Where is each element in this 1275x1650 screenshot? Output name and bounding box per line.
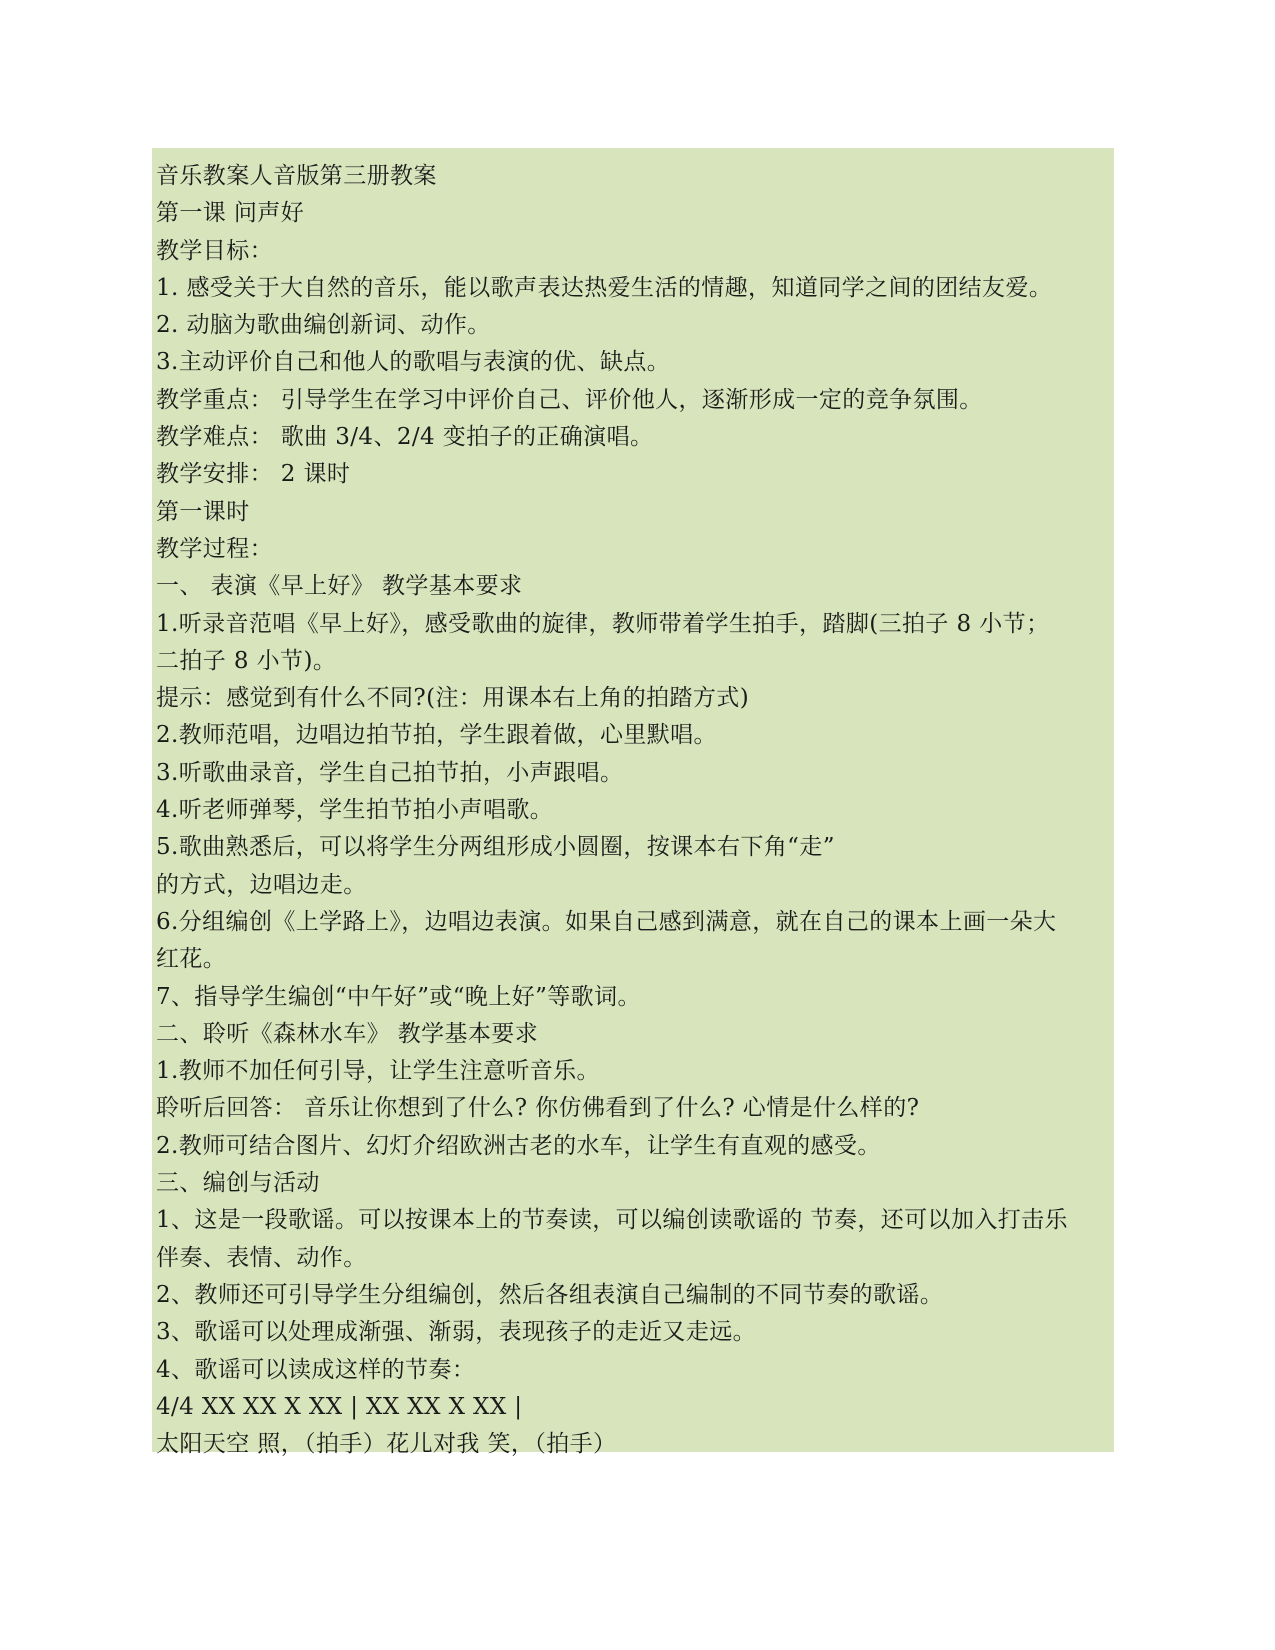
text-line: 1.听录音范唱《早上好》，感受歌曲的旋律，教师带着学生拍手，踏脚(三拍子 8 小节； (156, 610, 1050, 637)
section-heading: 第一课时 (156, 498, 250, 525)
text-line: 提示：感觉到有什么不同?(注：用课本右上角的拍踏方式) (156, 685, 750, 712)
text-line: 3.主动评价自己和他人的歌唱与表演的优、缺点。 (156, 349, 671, 376)
section-heading: 二、聆听《森林水车》 教学基本要求 (156, 1020, 539, 1047)
text-line: 2.教师可结合图片、幻灯介绍欧洲古老的水车，让学生有直观的感受。 (156, 1132, 881, 1159)
text-line: 2.教师范唱，边唱边拍节拍，学生跟着做，心里默唱。 (156, 722, 717, 749)
document-body (156, 158, 1116, 1463)
text-line: 2、教师还可引导学生分组编创，然后各组表演自己编制的不同节奏的歌谣。 (156, 1281, 944, 1308)
text-line: 教学重点： 引导学生在学习中评价自己、评价他人，逐渐形成一定的竞争氛围。 (156, 386, 983, 413)
section-heading: 三、编创与活动 (156, 1170, 320, 1197)
text-line: 3.听歌曲录音，学生自己拍节拍，小声跟唱。 (156, 759, 624, 786)
lesson-title: 第一课 问声好 (156, 200, 305, 227)
text-line: 3、歌谣可以处理成渐强、渐弱，表现孩子的走近又走远。 (156, 1319, 757, 1346)
text-line: 1、这是一段歌谣。可以按课本上的节奏读，可以编创读歌谣的 节奏，还可以加入打击乐 (156, 1207, 1068, 1234)
text-line: 4.听老师弹琴，学生拍节拍小声唱歌。 (156, 797, 554, 824)
rhythm-notation: 4/4 XX XX X XX | XX XX X XX | (156, 1393, 523, 1420)
lyrics-line: 太阳天空 照，（拍手）花儿对我 笑，（拍手） (156, 1431, 617, 1458)
text-line: 6.分组编创《上学路上》，边唱边表演。如果自己感到满意，就在自己的课本上画一朵大 (156, 908, 1057, 935)
text-line: 伴奏、表情、动作。 (156, 1244, 367, 1271)
text-line: 5.歌曲熟悉后，可以将学生分两组形成小圆圈，按课本右下角“走” (156, 834, 835, 861)
text-line: 红花。 (156, 946, 227, 973)
text-line: 1. 感受关于大自然的音乐，能以歌声表达热爱生活的情趣，知道同学之间的团结友爱。 (156, 274, 1053, 301)
text-line: 7、指导学生编创“中午好”或“晚上好”等歌词。 (156, 983, 641, 1010)
section-heading: 一、 表演《早上好》 教学基本要求 (156, 573, 523, 600)
text-line: 二拍子 8 小节)。 (156, 647, 337, 674)
text-line: 的方式，边唱边走。 (156, 871, 367, 898)
text-line: 1.教师不加任何引导，让学生注意听音乐。 (156, 1058, 600, 1085)
document-title: 音乐教案人音版第三册教案 (156, 163, 437, 189)
text-line: 2. 动脑为歌曲编创新词、动作。 (156, 312, 491, 339)
text-line: 教学难点： 歌曲 3/4、2/4 变拍子的正确演唱。 (156, 424, 654, 451)
section-heading: 教学目标： (156, 237, 273, 264)
text-line: 教学安排： 2 课时 (156, 461, 351, 488)
text-line: 4、歌谣可以读成这样的节奏： (156, 1356, 476, 1383)
text-line: 聆听后回答： 音乐让你想到了什么? 你仿佛看到了什么? 心情是什么样的? (156, 1095, 920, 1122)
section-heading: 教学过程： (156, 535, 273, 562)
